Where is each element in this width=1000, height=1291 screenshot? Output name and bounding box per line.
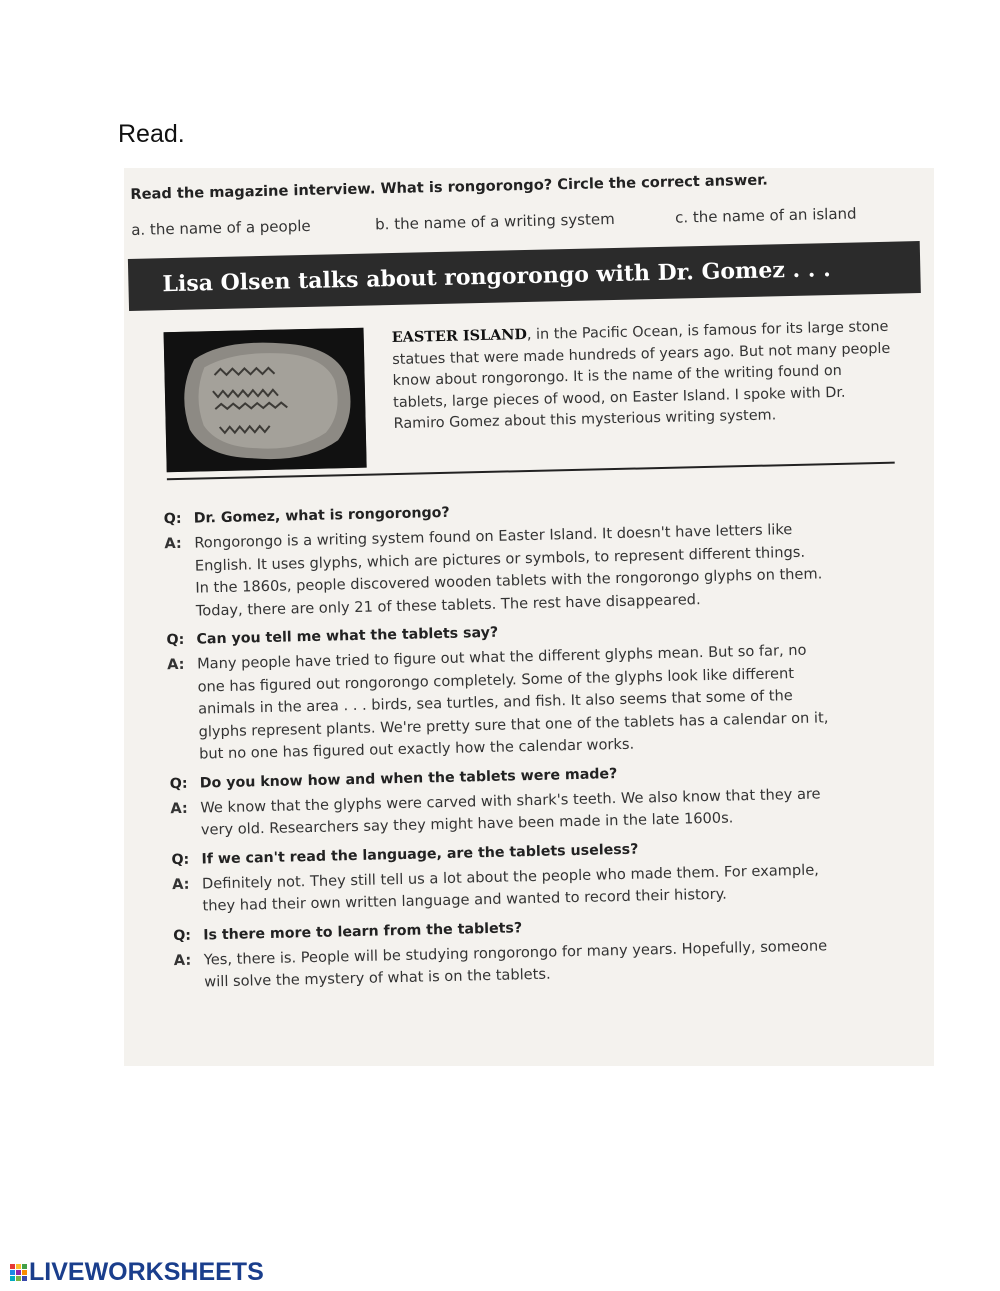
logo-square [10,1276,15,1281]
answer-text: Rongorongo is a writing system found on Easter Island. It doesn't have letters like English. It uses glyphs, which are pictures or symbols, to represent different things. In the 1860s, people discovered wooden tablets with the rongorongo glyphs on them. Today, there are only 21 of these tablets. The rest have disappeared. [194,521,823,620]
liveworksheets-logo[interactable] [10,1258,264,1287]
question-text: Dr. Gomez, what is rongorongo? [193,504,450,527]
a-tag: A: [173,951,192,969]
question-text: Is there more to learn from the tablets? [203,919,523,943]
a-tag: A: [166,655,185,674]
interview-qa [164,491,915,994]
rongorongo-tablet-photo [164,328,367,473]
intro-body: , in the Pacific Ocean, is famous for its large stone statues that were made hundreds of years ago. But not many people know about rongorongo. It is the name of the writing found on tablets, large pieces of wood, on Easter Island. I spoke with Dr. Ramiro Gomez about this mysterious writing system. [392,318,891,433]
worksheet-scan [124,168,934,1066]
answer-2 [167,637,909,766]
q-tag: Q: [169,775,188,792]
logo-square [22,1264,27,1269]
question-text: Do you know how and when the tablets were made? [199,765,618,792]
worksheet-page [128,168,934,995]
q-tag: Q: [171,851,190,868]
q-tag: Q: [166,631,185,649]
article-banner [128,241,921,311]
answer-text: Yes, there is. People will be studying rongorongo for many years. Hopefully, someone will solve the mystery of what is on the tablets. [203,936,828,991]
answer-options [131,203,919,243]
option-a[interactable]: a. the name of a people [131,216,311,239]
option-b[interactable]: b. the name of a writing system [374,209,615,234]
question-text: Can you tell me what the tablets say? [196,624,499,648]
logo-square [22,1270,27,1275]
intro-paragraph [391,316,893,436]
a-tag: A: [171,875,190,893]
question-text: If we can't read the language, are the tablets useless? [201,841,639,868]
q-tag: Q: [163,510,182,528]
article-intro [132,315,925,483]
banner-title: Lisa Olsen talks about rongorongo with Dr. Gomez . . . [162,256,832,298]
logo-square [22,1276,27,1281]
logo-square [16,1276,21,1281]
answer-text: Many people have tried to figure out what the different glyphs mean. But so far, no one has figured out rongorongo completely. Some of the glyphs look like different animals in the area . . . birds, sea turtles, and fish. It also seems that some of the glyphs represent plants. We're pretty sure that one of the tablets has a calendar on it, but no one has figured out exactly how the calendar works. [196,641,829,763]
answer-text: Definitely not. They still tell us a lot about the people who made them. For example, they had their own written language and wanted to record their history. [201,861,820,915]
a-tag: A: [170,799,188,817]
logo-square [10,1264,15,1269]
intro-lead: EASTER ISLAND [391,325,528,347]
a-tag: A: [164,534,182,553]
logo-grid-icon [10,1264,27,1281]
logo-text: LIVEWORKSHEETS [29,1258,264,1286]
logo-square [10,1270,15,1275]
tablet-image [164,328,367,473]
q-tag: Q: [173,927,192,944]
logo-square [16,1264,21,1269]
read-label: Read. [118,120,185,148]
instruction-text: Read the magazine interview. What is rongorongo? Circle the correct answer. [130,171,768,203]
answer-1 [164,516,906,623]
logo-square [16,1270,21,1275]
option-c[interactable]: c. the name of an island [674,204,857,227]
answer-text: We know that the glyphs were carved with shark's teeth. We also know that they are very old. Researchers say they might have been made in the late 1600s. [200,784,821,839]
